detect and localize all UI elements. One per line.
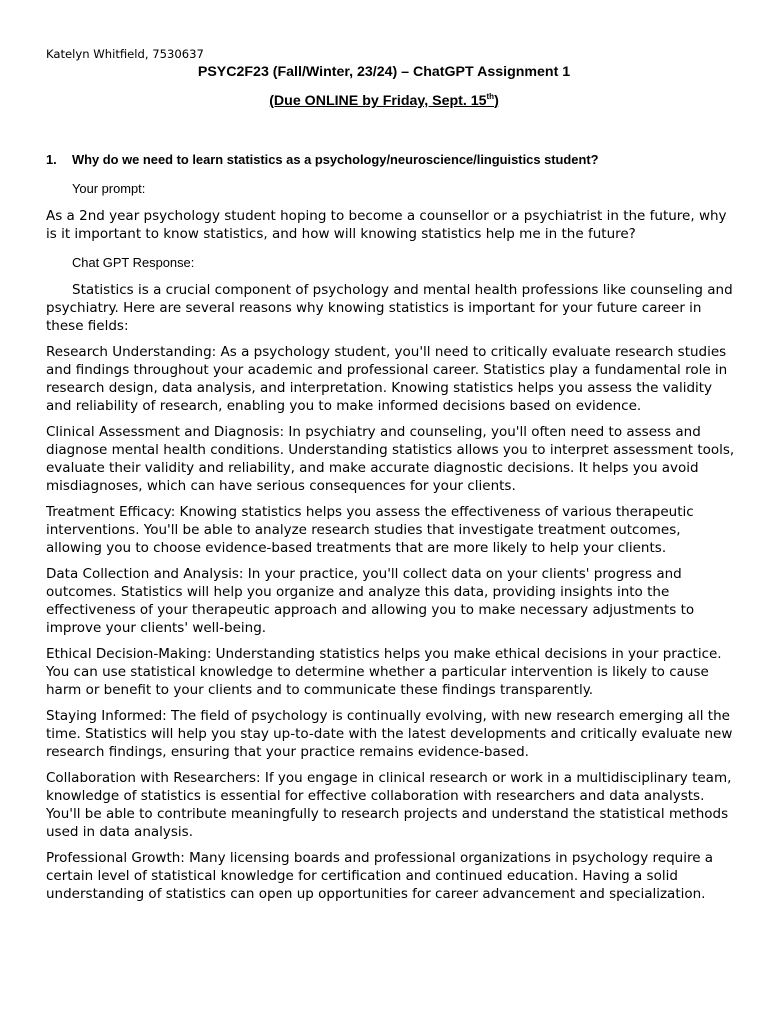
response-paragraph: Data Collection and Analysis: In your practice, you'll collect data on your clients' progress and outcomes. Statistics will help you organize and analyze this data, providing insights into the effectiveness of your therapeutic approach and allowing you to make necessary adjustments to improve your clients' well-being. [46,566,695,636]
response-label: Chat GPT Response: [72,255,195,270]
response-paragraph: Statistics is a crucial component of psychology and mental health professions like counseling and psychiatry. Here are several reasons why knowing statistics is important for your future career in these fields: [46,282,733,334]
response-paragraph: Ethical Decision-Making: Understanding statistics helps you make ethical decisions in your practice. You can use statistical knowledge to determine whether a particular intervention is likely to cause harm or benefit to your clients and to communicate these findings transparently. [46,646,722,698]
response-paragraph: Treatment Efficacy: Knowing statistics helps you assess the effectiveness of various therapeutic interventions. You'll be able to analyze research studies that investigate treatment outcomes, allowing you to choose evidence-based treatments that are more likely to help your clients. [46,504,694,556]
document-title: PSYC2F23 (Fall/Winter, 23/24) – ChatGPT Assignment 1 [197,64,571,80]
response-paragraph: Clinical Assessment and Diagnosis: In psychiatry and counseling, you'll often need to assess and diagnose mental health conditions. Understanding statistics allows you to interpret assessment tools, evaluate their validity and reliability, and make accurate diagnostic decisions. It helps you avoid misdiagnoses, which can have serious consequences for your clients. [46,424,735,494]
response-paragraph: Professional Growth: Many licensing boards and professional organizations in psychology require a certain level of statistical knowledge for certification and continued education. Having a solid understanding of statistics can open up opportunities for career advancement and specialization. [46,850,714,902]
due-date-main: (Due ONLINE by Friday, Sept. 15 [269,93,487,109]
response-paragraph: Collaboration with Researchers: If you engage in clinical research or work in a multidisciplinary team, knowledge of statistics is essential for effective collaboration with researchers and data analysts. You'll be able to contribute meaningfully to research projects and understand the statistical methods used in data analysis. [46,770,732,840]
due-date-line [0,92,768,110]
response-body [46,281,736,911]
due-date-close: ) [494,93,499,109]
response-paragraph: Staying Informed: The field of psychology is continually evolving, with new research emerging all the time. Statistics will help you stay up-to-date with the latest developments and critically evaluate new research findings, ensuring that your practice remains evidence-based. [46,708,733,760]
question-text: Why do we need to learn statistics as a psychology/neuroscience/linguistics student? [72,152,599,167]
question-number: 1. [46,152,57,167]
question-heading [46,151,599,168]
due-date-text [269,93,499,109]
prompt-label: Your prompt: [72,181,146,196]
author-line: Katelyn Whitfield, 7530637 [46,47,204,61]
response-paragraph: Research Understanding: As a psychology student, you'll need to critically evaluate research studies and findings throughout your academic and professional career. Statistics play a fundamental role in research design, data analysis, and interpretation. Knowing statistics helps you assess the validity and reliability of research, enabling you to make informed decisions based on evidence. [46,344,728,414]
due-date-superscript: th [486,92,495,101]
prompt-text: As a 2nd year psychology student hoping to become a counsellor or a psychiatrist in the future, why is it important to know statistics, and how will knowing statistics help me in the future? [46,208,727,242]
